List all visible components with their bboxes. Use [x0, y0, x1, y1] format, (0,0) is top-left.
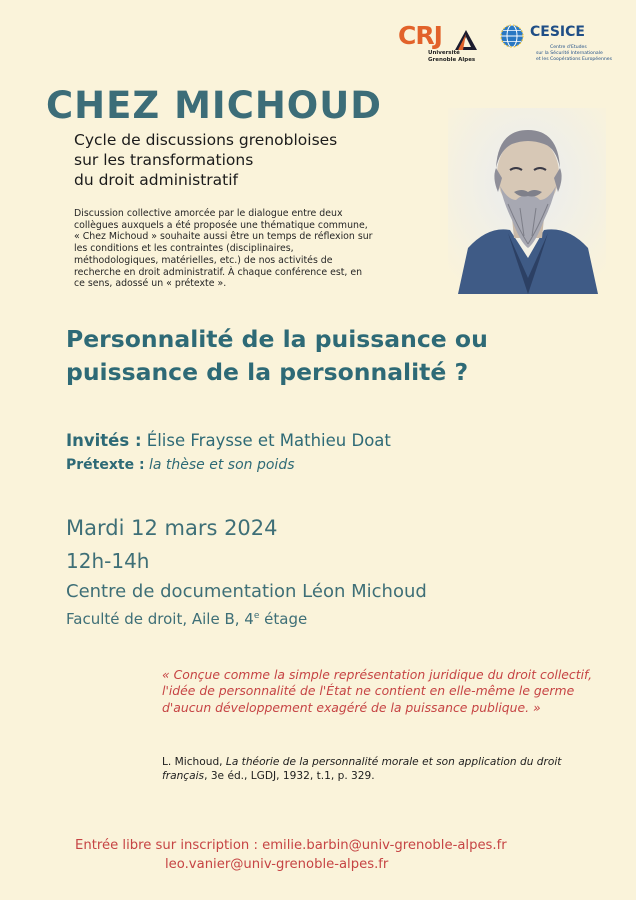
- pretexte-value: la thèse et son poids: [144, 457, 295, 473]
- email-link-1[interactable]: emilie.barbin@univ-grenoble-alpes.fr: [262, 838, 507, 853]
- guests-line: [66, 430, 391, 452]
- crj-triangle-icon: [454, 28, 478, 52]
- page-title: CHEZ MICHOUD: [46, 84, 383, 127]
- event-date: Mardi 12 mars 2024: [66, 516, 278, 540]
- cesice-name: CESICE: [530, 24, 585, 40]
- pretexte-label: Prétexte :: [66, 457, 145, 473]
- globe-icon: [500, 24, 524, 48]
- portrait-michoud-icon: [448, 108, 606, 294]
- quote-citation: L. Michoud, La théorie de la personnalité morale et son application du droit français, 3e éd., LGDJ, 1932, t.1, p. 329.: [162, 756, 562, 782]
- event-address: Faculté de droit, Aile B, 4e étage: [66, 610, 308, 628]
- guests-label: Invités :: [66, 431, 142, 450]
- event-headline: Personnalité de la puissance ou puissance de la personnalité ?: [66, 325, 488, 386]
- cesice-logo: [500, 22, 620, 72]
- email-link-2[interactable]: leo.vanier@univ-grenoble-alpes.fr: [165, 857, 389, 872]
- quote-text: « Conçue comme la simple représentation juridique du droit collectif, l'idée de personnalité de l'État ne contient en elle-même le germe d'aucun développement exagéré de la puissance publique. »: [162, 667, 593, 715]
- event-time: 12h-14h: [66, 549, 150, 573]
- crj-letters: CRJ: [398, 21, 442, 50]
- registration-info: [75, 836, 575, 874]
- cesice-subtitle: Centre d'Etudes sur la Sécurité Internationale et les Coopérations Européennes: [536, 45, 612, 62]
- subtitle: Cycle de discussions grenobloises sur les transformations du droit administratif: [74, 131, 338, 189]
- crj-logo: [398, 22, 480, 72]
- pretexte-line: [66, 455, 295, 475]
- guests-value: Élise Fraysse et Mathieu Doat: [141, 431, 391, 450]
- registration-label: Entrée libre sur inscription :: [75, 838, 263, 853]
- event-place: Centre de documentation Léon Michoud: [66, 581, 427, 602]
- intro-paragraph: Discussion collective amorcée par le dialogue entre deux collègues auxquels a été proposée une thématique commune, « Chez Michoud » souhaite aussi être un temps de réflexion sur les conditions et les contraintes (disciplinaires, méthodologiques, matérielles, etc.) de nos activités de recherche en droit administratif. À chaque conférence est, en ce sens, adossé un « prétexte ».: [74, 208, 373, 290]
- crj-university-name: Université Grenoble Alpes: [428, 50, 476, 63]
